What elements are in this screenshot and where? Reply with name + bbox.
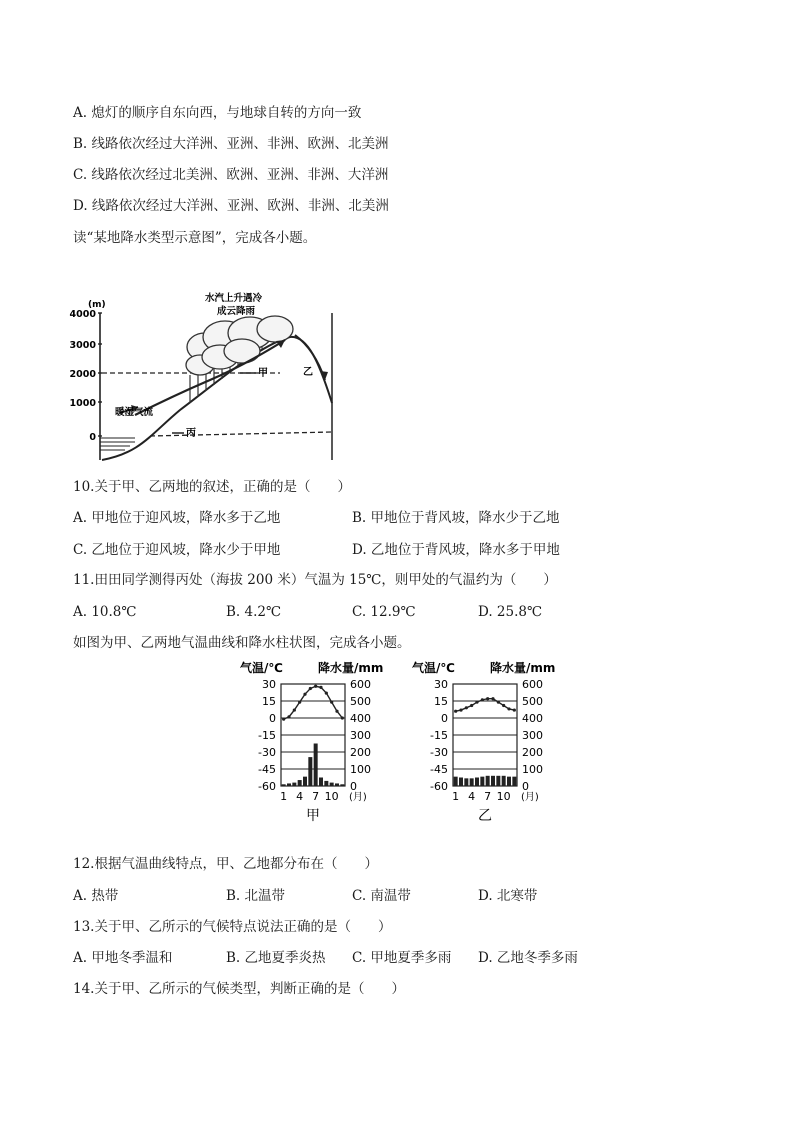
tick-precip: 200 bbox=[522, 746, 543, 759]
ylabel-temperature: 气温/℃ bbox=[240, 661, 283, 675]
xlabel-month: (月) bbox=[349, 792, 367, 803]
temperature-point bbox=[314, 685, 317, 688]
tick-temp: 30 bbox=[262, 678, 276, 691]
temperature-point bbox=[330, 701, 333, 704]
precip-bar bbox=[287, 783, 291, 786]
precip-bar bbox=[470, 778, 474, 786]
tick-temp: 0 bbox=[269, 712, 276, 725]
temperature-point bbox=[486, 697, 489, 700]
precip-bar bbox=[496, 776, 500, 786]
temperature-point bbox=[513, 708, 516, 711]
temperature-point bbox=[319, 686, 322, 689]
tick-0: 0 bbox=[89, 432, 96, 443]
precip-bar bbox=[303, 777, 307, 786]
precip-bar bbox=[308, 757, 312, 786]
ylabel-precipitation: 降水量/mm bbox=[490, 661, 556, 675]
q14-stem: 14.关于甲、乙所示的气候类型，判断正确的是（ ） bbox=[73, 981, 405, 997]
q12-stem: 12.根据气温曲线特点，甲、乙地都分布在（ ） bbox=[73, 856, 378, 872]
q11-option-c: C. 12.9℃ bbox=[352, 604, 416, 620]
q11-option-b: B. 4.2℃ bbox=[226, 604, 282, 620]
tick-2000: 2000 bbox=[69, 369, 96, 380]
temperature-point bbox=[287, 715, 290, 718]
airflow-label: 暖湿气流 bbox=[115, 407, 154, 418]
q12-option-b: B. 北温带 bbox=[226, 888, 286, 904]
q9-option-b: B. 线路依次经过大洋洲、亚洲、非洲、欧洲、北美洲 bbox=[73, 136, 389, 152]
tick-precip: 300 bbox=[522, 729, 543, 742]
tick-temp: 15 bbox=[434, 695, 448, 708]
climate-chart-yi bbox=[410, 658, 560, 828]
temperature-point bbox=[507, 707, 510, 710]
precip-bar bbox=[480, 777, 484, 786]
precip-bar bbox=[282, 784, 286, 786]
q9-option-c: C. 线路依次经过北美洲、欧洲、亚洲、非洲、大洋洲 bbox=[73, 167, 389, 183]
q13-stem: 13.关于甲、乙所示的气候特点说法正确的是（ ） bbox=[73, 919, 392, 935]
q13-option-c: C. 甲地夏季多雨 bbox=[352, 950, 452, 966]
temperature-point bbox=[309, 687, 312, 690]
tick-precip: 500 bbox=[522, 695, 543, 708]
tick-temp: -30 bbox=[430, 746, 448, 759]
tick-month: 1 bbox=[280, 790, 288, 803]
precip-bar bbox=[298, 780, 302, 786]
tick-temp: -60 bbox=[258, 780, 276, 793]
tick-temp: 15 bbox=[262, 695, 276, 708]
precip-bar bbox=[464, 778, 468, 786]
precip-bar bbox=[324, 781, 328, 786]
temperature-point bbox=[325, 691, 328, 694]
q10-stem: 10.关于甲、乙两地的叙述，正确的是（ ） bbox=[73, 479, 351, 495]
tick-precip: 0 bbox=[522, 780, 529, 793]
temperature-point bbox=[475, 701, 478, 704]
tick-temp: -45 bbox=[258, 763, 276, 776]
q10-option-d: D. 乙地位于背风坡，降水多于甲地 bbox=[352, 542, 560, 558]
precipitation-type-diagram bbox=[69, 285, 340, 465]
tick-temp: 0 bbox=[441, 712, 448, 725]
label-bing: 丙 bbox=[186, 428, 196, 439]
temperature-point bbox=[335, 710, 338, 713]
temperature-point bbox=[341, 716, 344, 719]
precip-bar bbox=[340, 784, 344, 786]
ylabel-temperature: 气温/℃ bbox=[412, 661, 455, 675]
precip-bar bbox=[454, 777, 458, 786]
temperature-point bbox=[293, 708, 296, 711]
precip-bar bbox=[330, 783, 334, 786]
tick-precip: 400 bbox=[522, 712, 543, 725]
q12-option-c: C. 南温带 bbox=[352, 888, 411, 904]
temperature-point bbox=[470, 704, 473, 707]
tick-3000: 3000 bbox=[69, 340, 96, 351]
tick-month: 10 bbox=[496, 790, 511, 803]
precip-bar bbox=[459, 778, 463, 787]
chart-name-label: 乙 bbox=[478, 808, 492, 824]
tick-precip: 500 bbox=[350, 695, 371, 708]
tick-month: 7 bbox=[484, 790, 492, 803]
q10-option-c: C. 乙地位于迎风坡，降水少于甲地 bbox=[73, 542, 281, 558]
tick-precip: 600 bbox=[522, 678, 543, 691]
tick-month: 4 bbox=[468, 790, 476, 803]
temperature-point bbox=[298, 701, 301, 704]
precip-bar bbox=[335, 783, 339, 786]
temperature-point bbox=[502, 704, 505, 707]
precip-bar bbox=[319, 778, 323, 787]
chart-name-label: 甲 bbox=[306, 808, 320, 824]
q13-option-b: B. 乙地夏季炎热 bbox=[226, 950, 326, 966]
temperature-point bbox=[481, 698, 484, 701]
intro-climate-charts: 如图为甲、乙两地气温曲线和降水柱状图，完成各小题。 bbox=[73, 635, 411, 651]
temperature-point bbox=[303, 693, 306, 696]
precip-bar bbox=[292, 783, 296, 786]
tick-4000: 4000 bbox=[69, 309, 96, 320]
tick-precip: 100 bbox=[522, 763, 543, 776]
tick-temp: -60 bbox=[430, 780, 448, 793]
tick-precip: 400 bbox=[350, 712, 371, 725]
q11-stem: 11.田田同学测得丙处（海拔 200 米）气温为 15℃，则甲处的气温约为（ ） bbox=[73, 572, 557, 588]
tick-precip: 0 bbox=[350, 780, 357, 793]
tick-temp: -45 bbox=[430, 763, 448, 776]
precip-bar bbox=[502, 776, 506, 786]
precip-bar bbox=[507, 777, 511, 786]
precip-bar bbox=[486, 776, 490, 786]
precip-bar bbox=[314, 744, 318, 787]
tick-precip: 100 bbox=[350, 763, 371, 776]
q12-option-a: A. 热带 bbox=[73, 888, 119, 904]
climate-chart-jia bbox=[238, 658, 388, 828]
precip-bar bbox=[512, 777, 516, 786]
temperature-point bbox=[465, 706, 468, 709]
precip-bar bbox=[475, 778, 479, 787]
q10-option-b: B. 甲地位于背风坡，降水少于乙地 bbox=[352, 510, 560, 526]
q13-option-a: A. 甲地冬季温和 bbox=[73, 950, 173, 966]
tick-1000: 1000 bbox=[69, 398, 96, 409]
temperature-point bbox=[497, 701, 500, 704]
intro-precipitation-diagram: 读“某地降水类型示意图”，完成各小题。 bbox=[73, 230, 317, 246]
q9-option-d: D. 线路依次经过大洋洲、亚洲、欧洲、非洲、北美洲 bbox=[73, 198, 389, 214]
temperature-line bbox=[284, 686, 343, 719]
tick-month: 10 bbox=[324, 790, 339, 803]
tick-temp: -15 bbox=[258, 729, 276, 742]
tick-temp: -15 bbox=[430, 729, 448, 742]
temperature-point bbox=[454, 710, 457, 713]
tick-precip: 200 bbox=[350, 746, 371, 759]
q11-option-a: A. 10.8℃ bbox=[73, 604, 137, 620]
tick-month: 7 bbox=[312, 790, 320, 803]
temperature-point bbox=[282, 718, 285, 721]
tick-month: 4 bbox=[296, 790, 304, 803]
q10-option-a: A. 甲地位于迎风坡，降水多于乙地 bbox=[73, 510, 281, 526]
temperature-point bbox=[459, 708, 462, 711]
tick-precip: 600 bbox=[350, 678, 371, 691]
label-jia: 甲 bbox=[258, 368, 268, 379]
temperature-point bbox=[491, 697, 494, 700]
tick-month: 1 bbox=[452, 790, 460, 803]
tick-precip: 300 bbox=[350, 729, 371, 742]
xlabel-month: (月) bbox=[521, 792, 539, 803]
label-yi: 乙 bbox=[303, 367, 313, 378]
tick-temp: -30 bbox=[258, 746, 276, 759]
tick-temp: 30 bbox=[434, 678, 448, 691]
precip-bar bbox=[491, 776, 495, 786]
q12-option-d: D. 北寒带 bbox=[478, 888, 538, 904]
cloud-label-2: 成云降雨 bbox=[217, 306, 256, 317]
diagram-unit: (m) bbox=[88, 300, 106, 310]
ylabel-precipitation: 降水量/mm bbox=[318, 661, 384, 675]
q13-option-d: D. 乙地冬季多雨 bbox=[478, 950, 578, 966]
q9-option-a: A. 熄灯的顺序自东向西，与地球自转的方向一致 bbox=[73, 105, 362, 121]
cloud-label-1: 水汽上升遇冷 bbox=[205, 293, 263, 304]
q11-option-d: D. 25.8℃ bbox=[478, 604, 543, 620]
